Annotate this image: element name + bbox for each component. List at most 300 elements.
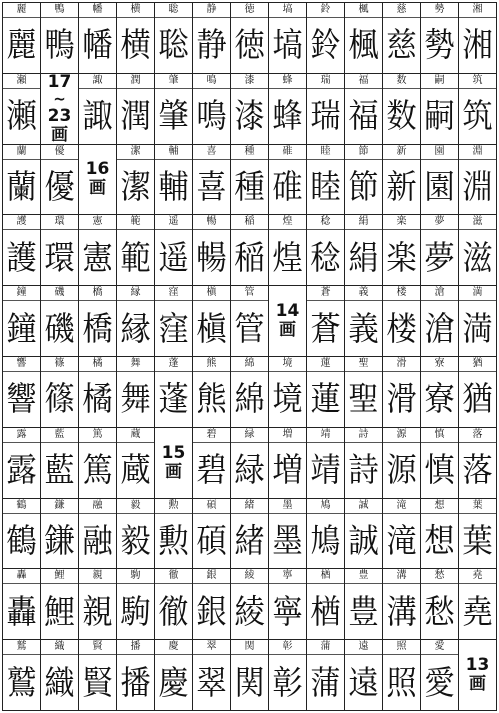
seal-script-glyph: 駒 [120,591,151,631]
character-cell [307,145,345,216]
stroke-count-num: 14 [275,301,300,322]
character-cell [155,74,193,145]
seal-script-glyph: 蒼 [310,308,341,348]
character-cell [269,145,307,216]
kanji-label: 新 [383,145,420,160]
stroke-count-low: 23 [47,105,72,126]
kanji-label: 幡 [79,3,116,18]
kanji-label: 瑞 [307,74,344,89]
character-cell [345,499,383,570]
kanji-label: 愛 [421,640,458,655]
seal-script-glyph: 暢 [196,237,227,277]
seal-script-glyph: 輔 [158,166,189,206]
kanji-label: 槇 [193,286,230,301]
kanji-label: 絹 [345,215,382,230]
character-cell [193,640,231,711]
character-cell [231,215,269,286]
kanji-label: 範 [117,215,154,230]
seal-script-glyph: 蓬 [158,379,189,419]
seal-script-glyph: 寮 [424,379,455,419]
seal-script-glyph: 篤 [82,450,113,490]
kanji-label: 蓬 [155,357,192,372]
character-cell [269,640,307,711]
seal-script-glyph: 毅 [120,520,151,560]
seal-script-glyph: 護 [6,237,37,277]
character-cell [3,499,41,570]
seal-script-glyph: 睦 [310,166,341,206]
kanji-label: 鈴 [307,3,344,18]
character-cell [79,428,117,499]
kanji-label: 煌 [269,215,306,230]
seal-script-glyph: 緑 [234,450,265,490]
seal-script-glyph: 静 [196,25,227,65]
seal-script-glyph: 勢 [424,25,455,65]
kanji-label: 福 [345,74,382,89]
seal-script-glyph: 園 [424,166,455,206]
seal-script-glyph: 露 [6,450,37,490]
seal-script-glyph: 溝 [386,591,417,631]
kanji-label: 融 [79,499,116,514]
seal-script-glyph: 範 [120,237,151,277]
seal-script-glyph: 義 [348,308,379,348]
kanji-label: 境 [269,357,306,372]
kanji-label: 舞 [117,357,154,372]
kanji-label: 蔵 [117,428,154,443]
kanji-label: 稔 [307,215,344,230]
kanji-label: 関 [231,640,268,655]
kanji-label: 鳩 [307,499,344,514]
seal-script-glyph: 勲 [158,520,189,560]
kanji-label: 勢 [421,3,458,18]
seal-script-glyph: 増 [272,450,303,490]
seal-script-glyph: 数 [386,96,417,136]
seal-script-glyph: 綾 [234,591,265,631]
kanji-label: 堯 [459,569,496,584]
stroke-count-header [269,286,307,357]
kanji-label: 楼 [383,286,420,301]
stroke-count-unit: 画 [279,320,296,341]
kanji-label: 想 [421,499,458,514]
kanji-label: 蘭 [3,145,40,160]
character-cell [231,357,269,428]
seal-script-glyph: 夢 [424,237,455,277]
kanji-label: 楽 [383,215,420,230]
kanji-label: 輔 [155,145,192,160]
character-cell [41,357,79,428]
seal-script-glyph: 猶 [462,379,493,419]
seal-script-glyph: 鎌 [44,520,75,560]
character-cell [383,286,421,357]
character-cell [307,357,345,428]
kanji-label: 親 [79,569,116,584]
seal-script-glyph: 関 [234,662,265,702]
seal-script-glyph: 橘 [82,379,113,419]
kanji-label: 聖 [345,357,382,372]
seal-script-glyph: 織 [44,662,75,702]
seal-script-glyph: 聖 [348,379,379,419]
kanji-label: 喜 [193,145,230,160]
seal-script-glyph: 管 [234,308,265,348]
seal-script-glyph: 慈 [386,25,417,65]
kanji-label: 憲 [79,215,116,230]
seal-script-glyph: 鐘 [6,308,37,348]
seal-script-glyph: 葉 [462,520,493,560]
character-cell [421,569,459,640]
character-cell [307,215,345,286]
seal-script-glyph: 潤 [120,96,151,136]
character-cell [155,357,193,428]
kanji-label: 鐘 [3,286,40,301]
character-cell [3,357,41,428]
character-cell [41,145,79,216]
character-cell [117,499,155,570]
stroke-count-unit: 画 [89,178,106,199]
kanji-label: 聡 [155,3,192,18]
character-cell [79,3,117,74]
seal-script-glyph: 縁 [120,308,151,348]
seal-script-glyph: 湘 [462,25,493,65]
seal-script-glyph: 聡 [158,25,189,65]
character-cell [117,640,155,711]
seal-script-glyph: 稲 [234,237,265,277]
character-cell [155,3,193,74]
character-cell [269,569,307,640]
stroke-count-header [79,145,117,216]
stroke-count-top: 17 [47,73,72,92]
stroke-count-num: 13 [465,655,490,676]
character-cell [193,3,231,74]
seal-script-glyph: 種 [234,166,265,206]
character-cell [307,3,345,74]
seal-script-glyph: 鯉 [44,591,75,631]
kanji-label: 誠 [345,499,382,514]
kanji-label: 静 [193,3,230,18]
character-cell [383,3,421,74]
seal-script-glyph: 轟 [6,591,37,631]
seal-script-glyph: 麗 [6,25,37,65]
seal-script-glyph: 境 [272,379,303,419]
character-cell [459,3,497,74]
kanji-label: 漆 [231,74,268,89]
kanji-label: 蒲 [307,640,344,655]
kanji-label: 碓 [269,145,306,160]
character-cell [269,74,307,145]
seal-script-glyph: 節 [348,166,379,206]
kanji-label: 滄 [421,286,458,301]
kanji-label: 彰 [269,640,306,655]
character-cell [231,145,269,216]
kanji-label: 肇 [155,74,192,89]
kanji-label: 徳 [231,3,268,18]
seal-script-glyph: 碓 [272,166,303,206]
kanji-label: 翠 [193,640,230,655]
kanji-label: 蒼 [307,286,344,301]
character-cell [155,640,193,711]
seal-script-glyph: 絹 [348,237,379,277]
kanji-label: 橋 [79,286,116,301]
character-cell [383,74,421,145]
seal-script-glyph: 楢 [310,591,341,631]
kanji-label: 諏 [79,74,116,89]
seal-script-glyph: 碩 [196,520,227,560]
character-cell [41,3,79,74]
seal-script-glyph: 愁 [424,591,455,631]
kanji-label: 鴨 [41,3,78,18]
kanji-label: 詩 [345,428,382,443]
kanji-label: 毅 [117,499,154,514]
character-cell [3,428,41,499]
seal-script-glyph: 緒 [234,520,265,560]
kanji-label: 遠 [345,640,382,655]
seal-script-glyph: 響 [6,379,37,419]
kanji-label: 露 [3,428,40,443]
kanji-label: 磯 [41,286,78,301]
seal-script-glyph: 諏 [82,96,113,136]
character-cell [117,215,155,286]
seal-script-glyph: 福 [348,96,379,136]
seal-script-glyph: 銀 [196,591,227,631]
character-cell [117,569,155,640]
kanji-label: 勲 [155,499,192,514]
character-cell [307,286,345,357]
kanji-label: 瀬 [3,74,40,89]
kanji-label: 篠 [41,357,78,372]
character-cell [383,215,421,286]
character-cell [459,569,497,640]
kanji-label: 豊 [345,569,382,584]
kanji-label: 緑 [231,428,268,443]
character-cell [193,428,231,499]
seal-script-glyph: 蒲 [310,662,341,702]
character-cell [307,569,345,640]
kanji-label: 綾 [231,569,268,584]
character-cell [345,286,383,357]
character-cell [383,640,421,711]
character-cell [79,286,117,357]
character-cell [155,145,193,216]
seal-script-glyph: 篠 [44,379,75,419]
seal-script-glyph: 墨 [272,520,303,560]
character-cell [383,569,421,640]
seal-script-glyph: 楼 [386,308,417,348]
character-cell [345,74,383,145]
character-cell [231,3,269,74]
kanji-label: 横 [117,3,154,18]
kanji-label: 窪 [155,286,192,301]
seal-script-glyph: 詩 [348,450,379,490]
seal-script-glyph: 照 [386,662,417,702]
kanji-label: 鳴 [193,74,230,89]
character-cell [421,357,459,428]
kanji-label: 藍 [41,428,78,443]
character-cell [3,215,41,286]
kanji-label: 溝 [383,569,420,584]
kanji-label: 響 [3,357,40,372]
kanji-label: 賢 [79,640,116,655]
character-cell [193,145,231,216]
kanji-label: 駒 [117,569,154,584]
character-cell [3,74,41,145]
character-cell [421,3,459,74]
character-cell [41,569,79,640]
seal-script-glyph: 滑 [386,379,417,419]
kanji-label: 環 [41,215,78,230]
seal-script-glyph: 滝 [386,520,417,560]
character-cell [307,74,345,145]
seal-script-glyph: 漆 [234,96,265,136]
seal-script-glyph: 肇 [158,96,189,136]
seal-script-glyph: 磯 [44,308,75,348]
seal-script-glyph: 筑 [462,96,493,136]
seal-script-glyph: 新 [386,166,417,206]
seal-script-glyph: 鶴 [6,520,37,560]
character-cell [3,640,41,711]
seal-script-glyph: 煌 [272,237,303,277]
character-cell [383,145,421,216]
kanji-label: 徹 [155,569,192,584]
character-cell [193,569,231,640]
character-cell [459,428,497,499]
character-cell [269,357,307,428]
seal-script-glyph: 蓮 [310,379,341,419]
seal-script-glyph: 環 [44,237,75,277]
character-cell [459,286,497,357]
seal-script-glyph: 楽 [386,237,417,277]
stroke-count-unit: 画 [51,124,68,145]
kanji-label: 淵 [459,145,496,160]
character-cell [231,286,269,357]
character-cell [231,640,269,711]
character-cell [155,499,193,570]
stroke-count-header [41,74,79,145]
character-cell [269,3,307,74]
character-cell [345,145,383,216]
character-cell [41,286,79,357]
character-cell [459,499,497,570]
seal-script-glyph: 翠 [196,662,227,702]
kanji-label: 睦 [307,145,344,160]
seal-script-glyph: 蜂 [272,96,303,136]
character-cell [3,569,41,640]
kanji-label: 増 [269,428,306,443]
character-cell [117,357,155,428]
kanji-label: 楓 [345,3,382,18]
character-cell [41,640,79,711]
character-cell [345,3,383,74]
kanji-label: 愁 [421,569,458,584]
character-cell [193,286,231,357]
kanji-label: 暢 [193,215,230,230]
kanji-label: 慈 [383,3,420,18]
character-cell [459,357,497,428]
character-cell [117,145,155,216]
character-cell [155,569,193,640]
character-cell [3,286,41,357]
kanji-label: 綿 [231,357,268,372]
kanji-label: 夢 [421,215,458,230]
seal-script-character-table [2,2,497,711]
seal-script-glyph: 寧 [272,591,303,631]
seal-script-glyph: 播 [120,662,151,702]
kanji-label: 碩 [193,499,230,514]
kanji-label: 優 [41,145,78,160]
character-cell [117,428,155,499]
seal-script-glyph: 豊 [348,591,379,631]
kanji-label: 園 [421,145,458,160]
character-cell [421,286,459,357]
character-cell [231,569,269,640]
kanji-label: 滝 [383,499,420,514]
character-cell [193,215,231,286]
kanji-label: 寧 [269,569,306,584]
character-cell [231,499,269,570]
seal-script-glyph: 舞 [120,379,151,419]
seal-script-glyph: 塙 [272,25,303,65]
kanji-label: 潤 [117,74,154,89]
seal-script-glyph: 堯 [462,591,493,631]
kanji-label: 慶 [155,640,192,655]
seal-script-glyph: 源 [386,450,417,490]
character-cell [383,357,421,428]
character-cell [193,499,231,570]
character-cell [307,428,345,499]
seal-script-glyph: 優 [44,166,75,206]
kanji-label: 満 [459,286,496,301]
seal-script-glyph: 落 [462,450,493,490]
seal-script-glyph: 綿 [234,379,265,419]
character-cell [459,74,497,145]
kanji-label: 熊 [193,357,230,372]
stroke-count-unit: 画 [469,674,486,695]
character-cell [421,74,459,145]
character-cell [269,428,307,499]
seal-script-glyph: 慎 [424,450,455,490]
seal-script-glyph: 融 [82,520,113,560]
seal-script-glyph: 満 [462,308,493,348]
seal-script-glyph: 横 [120,25,151,65]
kanji-label: 銀 [193,569,230,584]
seal-script-glyph: 親 [82,591,113,631]
seal-script-glyph: 賢 [82,662,113,702]
seal-script-glyph: 蔵 [120,450,151,490]
character-cell [421,428,459,499]
kanji-label: 塙 [269,3,306,18]
stroke-count-unit: 画 [165,461,182,482]
seal-script-glyph: 鳩 [310,520,341,560]
seal-script-glyph: 潔 [120,166,151,206]
seal-script-glyph: 憲 [82,237,113,277]
kanji-label: 楢 [307,569,344,584]
character-cell [155,286,193,357]
character-cell [345,357,383,428]
kanji-label: 葉 [459,499,496,514]
kanji-label: 橘 [79,357,116,372]
character-cell [79,569,117,640]
stroke-count-num: 16 [85,159,110,180]
kanji-label: 蜂 [269,74,306,89]
character-cell [3,3,41,74]
seal-script-glyph: 彰 [272,662,303,702]
seal-script-glyph: 橋 [82,308,113,348]
character-cell [41,499,79,570]
kanji-label: 緒 [231,499,268,514]
character-cell [193,357,231,428]
seal-script-glyph: 鴨 [44,25,75,65]
seal-script-glyph: 鈴 [310,25,341,65]
seal-script-glyph: 誠 [348,520,379,560]
character-cell [155,215,193,286]
character-cell [117,74,155,145]
